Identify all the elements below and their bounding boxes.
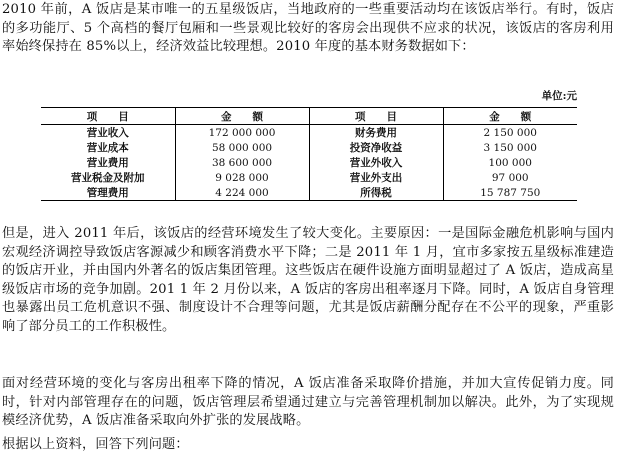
financial-data-table xyxy=(41,107,577,201)
table-header-row xyxy=(41,108,577,125)
table-row xyxy=(41,155,577,170)
table-cell-amount: 172 000 000 xyxy=(175,125,309,141)
table-row xyxy=(41,170,577,185)
strategy-paragraph: 面对经营环境的变化与客房出租率下降的情况，A 饭店准备采取降价措施，并加大宣传促销力度。同时，针对内部管理存在的问题，饭店管理层希望通过建立与完善管理机制加以解决。此外，为了实现规模经济优势，A 饭店准备采取向外扩张的发展战略。 xyxy=(2,376,614,429)
table-cell-item: 营业收入 xyxy=(41,125,175,141)
question-prompt: 根据以上资料，回答下列问题： xyxy=(2,437,189,452)
table-row xyxy=(41,185,577,201)
table-header-item: 项 目 xyxy=(41,108,175,125)
table-cell-amount: 100 000 xyxy=(443,155,577,170)
table-cell-amount: 58 000 000 xyxy=(175,140,309,155)
table-row xyxy=(41,125,577,141)
table-cell-amount: 38 600 000 xyxy=(175,155,309,170)
table-cell-amount: 97 000 xyxy=(443,170,577,185)
table-cell-amount: 15 787 750 xyxy=(443,185,577,201)
table-cell-amount: 4 224 000 xyxy=(175,185,309,201)
table-header-item: 项 目 xyxy=(309,108,443,125)
table-cell-item: 管理费用 xyxy=(41,185,175,201)
table-cell-item: 投资净收益 xyxy=(309,140,443,155)
table-cell-item: 财务费用 xyxy=(309,125,443,141)
table-cell-amount: 3 150 000 xyxy=(443,140,577,155)
table-header-amount: 金 额 xyxy=(175,108,309,125)
table-cell-item: 营业外支出 xyxy=(309,170,443,185)
context-paragraph: 但是，进入 2011 年后，该饭店的经营环境发生了较大变化。主要原因：一是国际金融危机影响与国内宏观经济调控导致饭店客源减少和顾客消费水平下降；二是 2011 年 1 月，宜市多家按五星级标准建造的饭店开业，并由国内外著名的饭店集团管理。这些饭店在硬件设施方面明显超过了 A 饭店，造成高星级饭店市场的竞争加剧。201 1 年 2 月份以来，A 饭店的客房出租率逐月下降。同时，A 饭店自身管理也暴露出员工危机意识不强、制度设计不合理等问题，尤其是饭店薪酬分配存在不公平的现象，严重影响了部分员工的工作积极性。 xyxy=(2,226,614,334)
table-cell-item: 营业成本 xyxy=(41,140,175,155)
table-cell-amount: 9 028 000 xyxy=(175,170,309,185)
table-cell-amount: 2 150 000 xyxy=(443,125,577,141)
table-cell-item: 营业费用 xyxy=(41,155,175,170)
table-header-amount: 金 额 xyxy=(443,108,577,125)
table-cell-item: 营业外收入 xyxy=(309,155,443,170)
intro-paragraph: 2010 年前，A 饭店是某市唯一的五星级饭店，当地政府的一些重要活动均在该饭店举行。有时，饭店的多功能厅、5 个高档的餐厅包厢和一些景观比较好的客房会出现供不应求的状况，该饭店的客房利用率始终保持在 85%以上，经济效益比较理想。2010 年度的基本财务数据如下： xyxy=(2,2,614,55)
table-row xyxy=(41,140,577,155)
table-unit-label: 单位:元 xyxy=(541,90,577,102)
table-cell-item: 所得税 xyxy=(309,185,443,201)
table-cell-item: 营业税金及附加 xyxy=(41,170,175,185)
